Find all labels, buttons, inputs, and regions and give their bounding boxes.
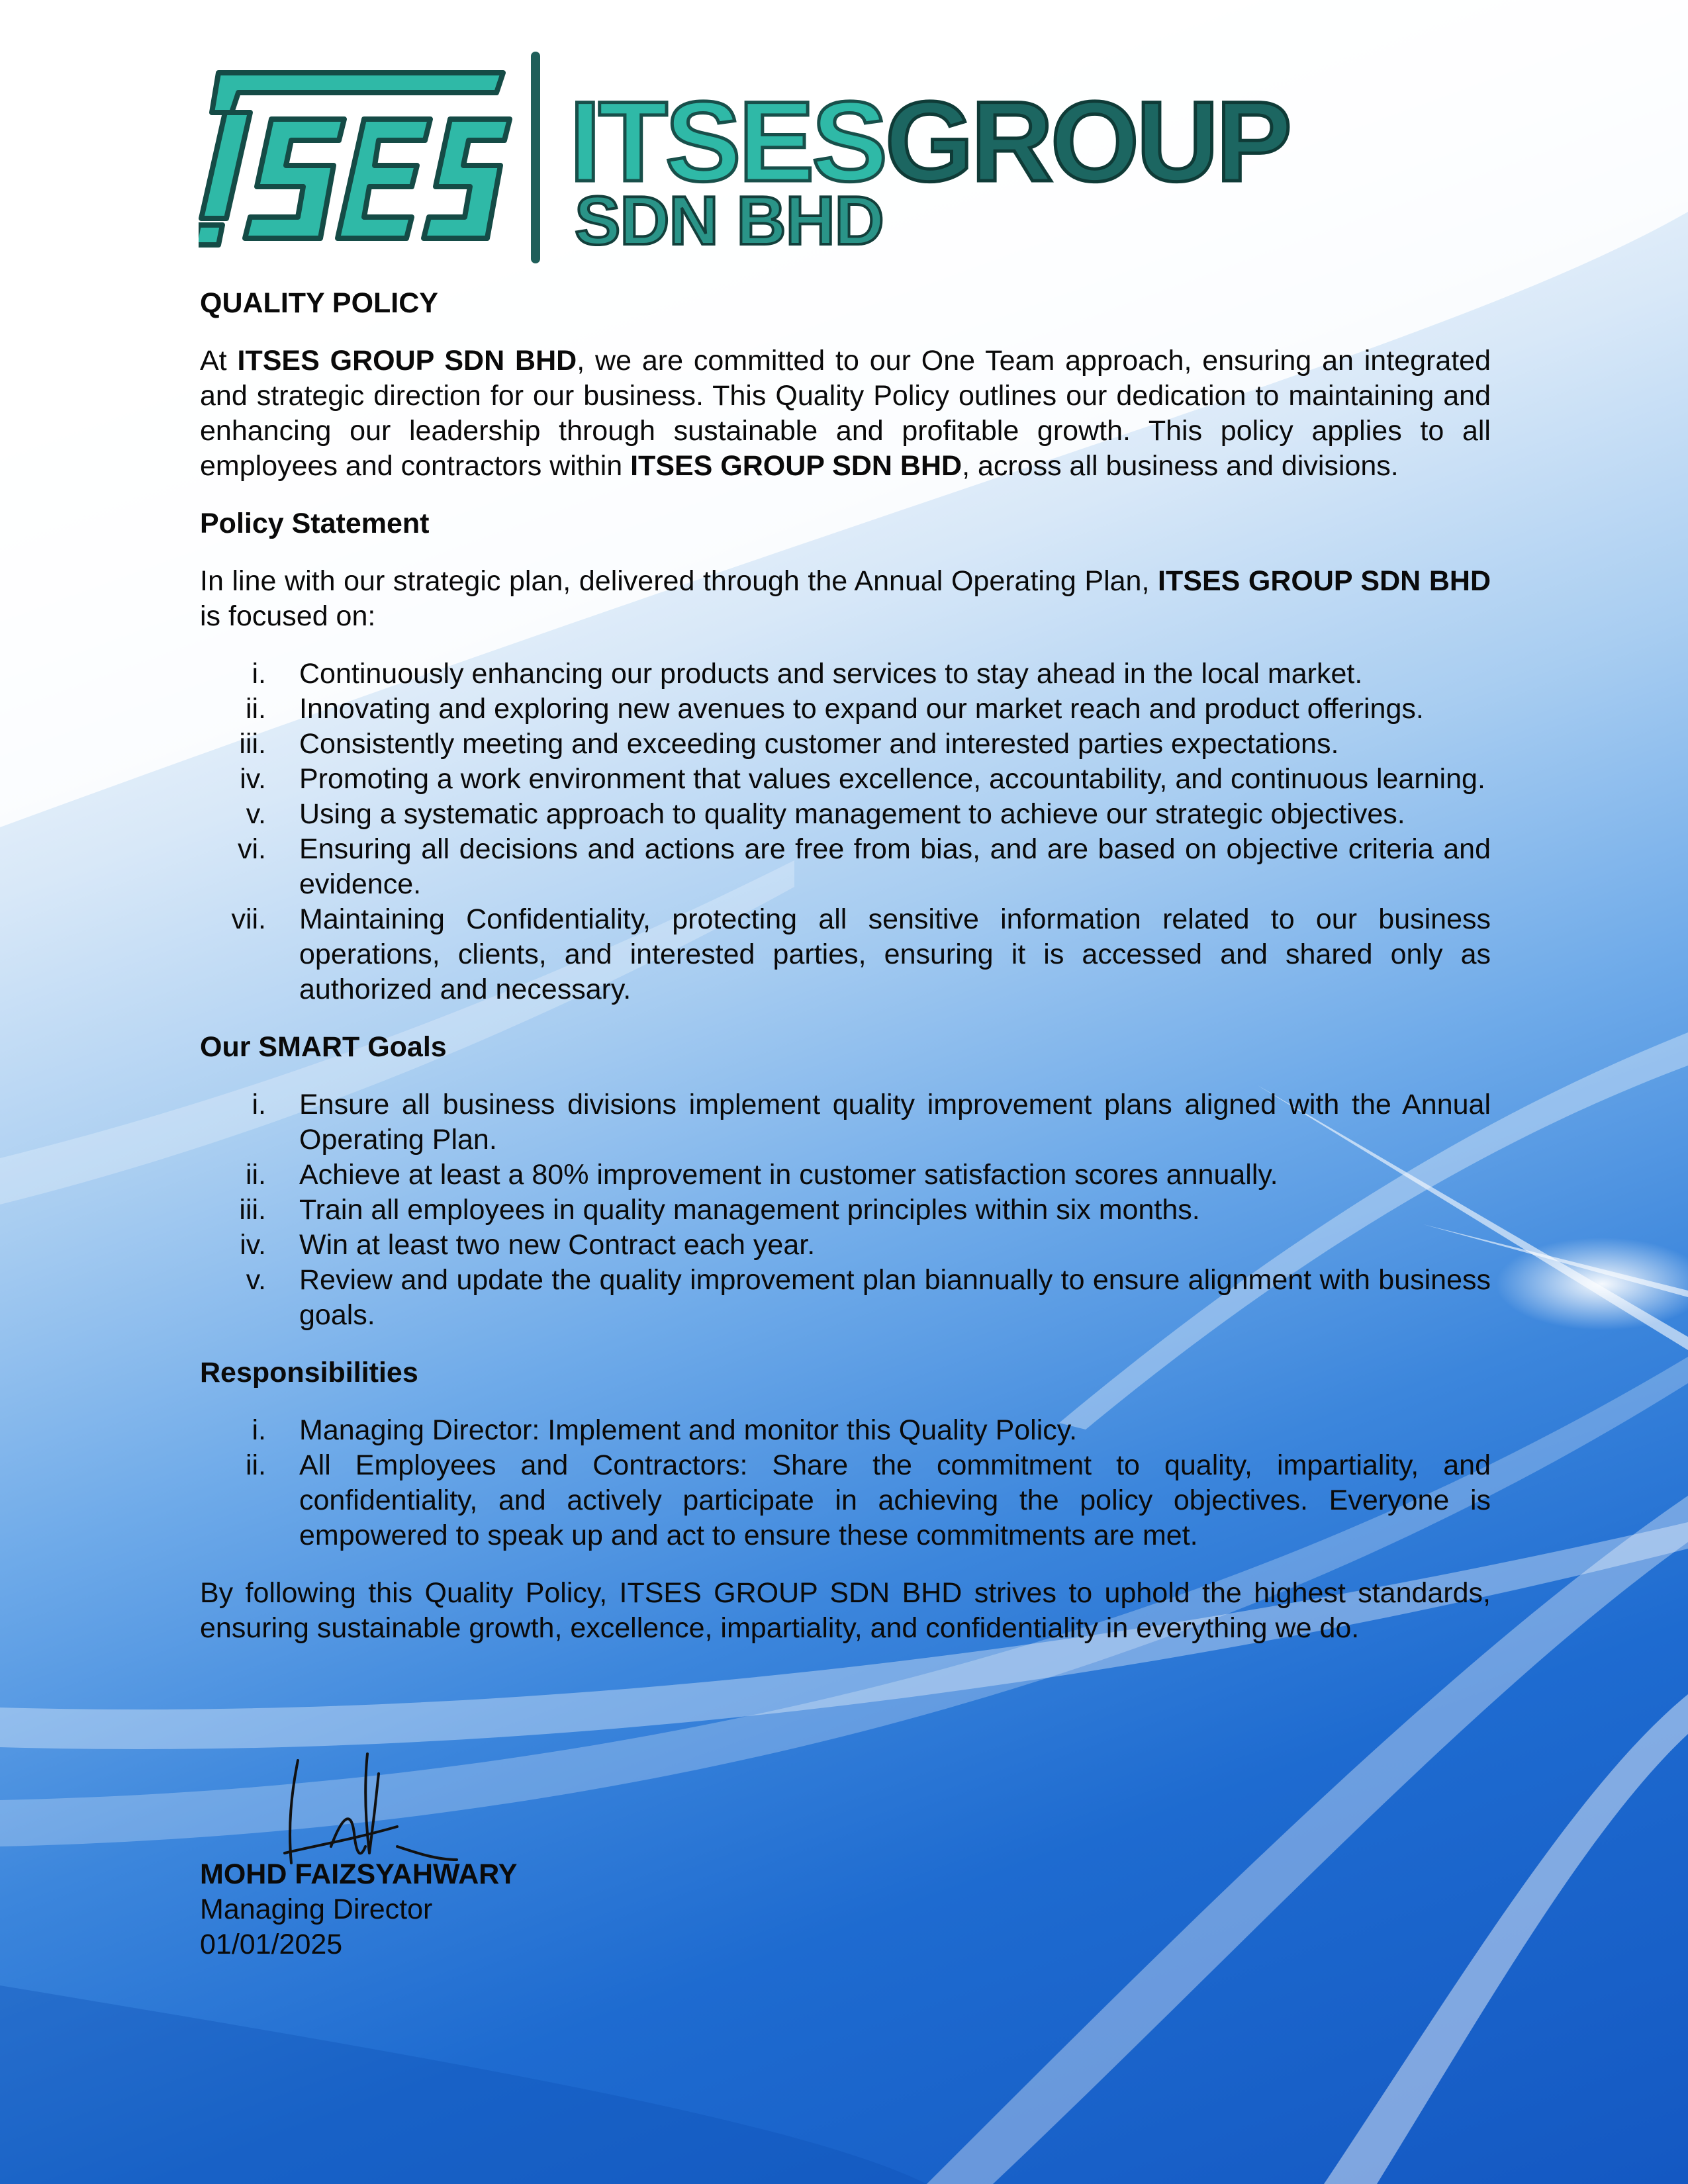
list-item: [200, 1448, 1491, 1553]
signatory-role: Managing Director: [200, 1893, 433, 1925]
company-logo: [192, 46, 1304, 271]
responsibilities-list: [200, 1413, 1491, 1553]
intro-text-3: , across all business and divisions.: [962, 450, 1399, 482]
list-item-text: Review and update the quality improvement plan biannually to ensure alignment with business goals.: [299, 1264, 1491, 1331]
responsibilities-heading: Responsibilities: [200, 1357, 418, 1388]
list-item-number: ii.: [245, 693, 266, 725]
policy-lead-text-2: is focused on:: [200, 600, 376, 632]
brand-name-group: GROUP: [885, 78, 1289, 205]
intro-company: ITSES GROUP SDN BHD: [237, 345, 577, 377]
list-item: [200, 1193, 1491, 1228]
brand-suffix: SDN BHD: [575, 183, 884, 259]
signature-date: 01/01/2025: [200, 1929, 343, 1960]
list-item-text: Consistently meeting and exceeding customer and interested parties expectations.: [299, 728, 1339, 760]
intro-text-2: , we are committed to our One Team approach, ensuring an integrated and strategic direction for our business. This Quality Policy outlines our dedication to maintaining and enhancing our leadership through sustainable and profitable growth. This policy applies to all employees and contractors within: [200, 345, 1491, 482]
list-item-number: ii.: [245, 1159, 266, 1191]
brand-name: [569, 78, 1289, 205]
closing-paragraph: By following this Quality Policy, ITSES GROUP SDN BHD strives to uphold the highest standards, ensuring sustainable growth, excellence, impartiality, and confidentiality in everything we do.: [200, 1577, 1491, 1644]
list-item-text: Innovating and exploring new avenues to expand our market reach and product offerings.: [299, 693, 1424, 725]
policy-content: [200, 286, 1491, 1646]
list-item-number: vii.: [231, 903, 266, 935]
list-item-number: v.: [246, 798, 266, 830]
list-item-text: Train all employees in quality management principles within six months.: [299, 1194, 1200, 1226]
list-item-text: Maintaining Confidentiality, protecting all sensitive information related to our business operations, clients, and interested parties, ensuring it is accessed and shared only as authorized and necessary.: [299, 903, 1491, 1005]
list-item: [200, 1263, 1491, 1333]
intro-text-1: At: [200, 345, 238, 377]
list-item-number: iv.: [240, 1229, 266, 1261]
list-item: [200, 1228, 1491, 1263]
list-item: [200, 727, 1491, 762]
list-item: [200, 902, 1491, 1007]
list-item-text: Ensuring all decisions and actions are free from bias, and are based on objective criteria and evidence.: [299, 833, 1491, 900]
list-item-number: i.: [252, 658, 266, 690]
list-item: [200, 657, 1491, 692]
policy-statement-heading: Policy Statement: [200, 508, 430, 539]
signature-block: [200, 1857, 517, 1962]
list-item-number: iv.: [240, 763, 266, 795]
list-item-number: i.: [252, 1089, 266, 1120]
intro-company-2: ITSES GROUP SDN BHD: [630, 450, 962, 482]
list-item-number: iii.: [239, 1194, 266, 1226]
list-item: [200, 1413, 1491, 1448]
list-item: [200, 832, 1491, 902]
list-item: [200, 1158, 1491, 1193]
list-item-text: Continuously enhancing our products and services to stay ahead in the local market.: [299, 658, 1363, 690]
policy-lead-text-1: In line with our strategic plan, delivered through the Annual Operating Plan,: [200, 565, 1158, 597]
intro-paragraph: [200, 343, 1491, 484]
list-item-text: Achieve at least a 80% improvement in customer satisfaction scores annually.: [299, 1159, 1278, 1191]
list-item-text: Using a systematic approach to quality management to achieve our strategic objectives.: [299, 798, 1405, 830]
list-item: [200, 1087, 1491, 1158]
list-item-text: All Employees and Contractors: Share the commitment to quality, impartiality, and confidentiality, and actively participate in achieving the policy objectives. Everyone is empowered to speak up and act to ensure these commitments are met.: [299, 1449, 1491, 1551]
policy-statement-lead: [200, 564, 1491, 634]
list-item: [200, 692, 1491, 727]
logo-divider: [531, 52, 540, 263]
document-title: QUALITY POLICY: [200, 287, 438, 319]
list-item-text: Promoting a work environment that values excellence, accountability, and continuous learning.: [299, 763, 1485, 795]
list-item-number: ii.: [245, 1449, 266, 1481]
signatory-name: MOHD FAIZSYAHWARY: [200, 1858, 518, 1890]
smart-goals-heading: Our SMART Goals: [200, 1031, 447, 1063]
list-item-text: Win at least two new Contract each year.: [299, 1229, 816, 1261]
logo-mark-icon: [199, 66, 516, 251]
list-item-number: v.: [246, 1264, 266, 1296]
list-item-text: Ensure all business divisions implement quality improvement plans aligned with the Annual Operating Plan.: [299, 1089, 1491, 1156]
smart-goals-list: [200, 1087, 1491, 1333]
brand-name-itses: ITSES: [569, 78, 886, 205]
list-item-number: iii.: [239, 728, 266, 760]
list-item: [200, 762, 1491, 797]
policy-lead-company: ITSES GROUP SDN BHD: [1158, 565, 1491, 597]
list-item-number: vi.: [238, 833, 266, 865]
list-item-text: Managing Director: Implement and monitor this Quality Policy.: [299, 1414, 1078, 1446]
policy-statement-list: [200, 657, 1491, 1007]
list-item-number: i.: [252, 1414, 266, 1446]
list-item: [200, 797, 1491, 832]
